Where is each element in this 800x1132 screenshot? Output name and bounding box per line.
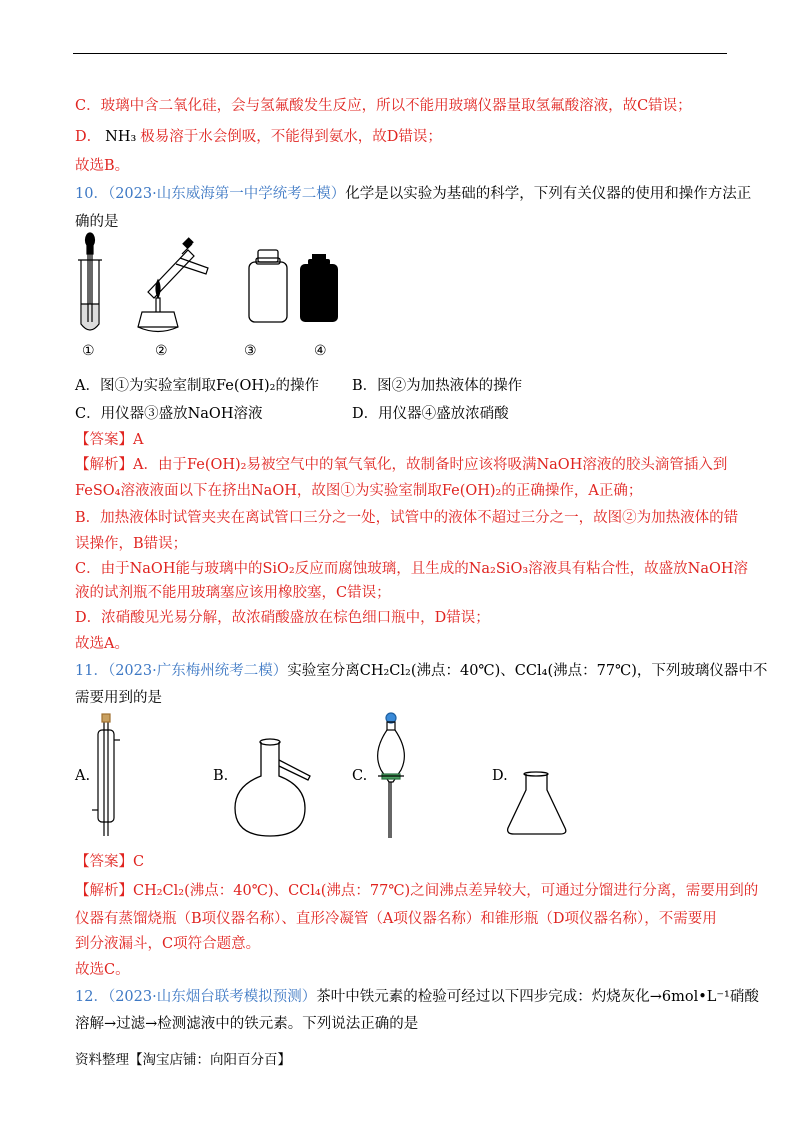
erlenmeyer-flask-figure — [508, 772, 566, 834]
question-number: 11． — [75, 663, 108, 679]
separatory-funnel-figure — [378, 713, 405, 838]
explanation-line: 液的试剂瓶不能用玻璃塞应该用橡胶塞，C错误； — [75, 585, 391, 601]
question-source: （2023·山东烟台联考模拟预测） — [107, 989, 317, 1005]
question-number: 10． — [75, 186, 108, 202]
option-b-label: B. — [213, 768, 229, 784]
explanation-line: 误操作，B错误； — [75, 536, 188, 552]
option-b: B．图②为加热液体的操作 — [352, 378, 523, 394]
question-source: （2023·广东梅州统考二模） — [107, 663, 288, 679]
figure-label-2: ② — [155, 343, 168, 359]
text-span: 极易溶于水会倒吸，不能得到氨水，故D错误； — [140, 129, 442, 145]
question-source: （2023·山东威海第一中学统考二模） — [107, 186, 346, 202]
test-tube-dropper-figure — [78, 233, 102, 330]
option-d-label: D. — [492, 768, 508, 784]
explanation-line: 到分液漏斗，C项符合题意。 — [75, 936, 261, 952]
question-text: 确的是 — [75, 214, 119, 230]
q11-apparatus-figures — [90, 712, 590, 842]
question-text: 实验室分离CH₂Cl₂(沸点：40℃)、CCl₄(沸点：77℃)，下列玻璃仪器中不 — [287, 663, 768, 679]
option-label: D． — [75, 129, 102, 145]
heating-test-tube-figure — [138, 238, 208, 331]
explanation-line: B．加热液体时试管夹夹在离试管口三分之一处，试管中的液体不超过三分之一，故图②为加热液体的错 — [75, 510, 739, 526]
question-text: 化学是以实验为基础的科学，下列有关仪器的使用和操作方法正 — [345, 186, 752, 202]
header-rule — [73, 53, 727, 54]
explanation-text: CH₂Cl₂(沸点：40℃)、CCl₄(沸点：77℃)之间沸点差异较大，可通过分馏进行分离，需要用到的 — [133, 883, 759, 899]
figure-label-4: ④ — [314, 343, 327, 359]
explanation-line: D．浓硝酸见光易分解，故浓硝酸盛放在棕色细口瓶中，D错误； — [75, 610, 490, 626]
question-number: 12． — [75, 989, 108, 1005]
answer: 【答案】A — [75, 432, 144, 448]
explanation-line: FeSO₄溶液液面以下在挤出NaOH，故图①为实验室制取Fe(OH)₂的正确操作，A正确； — [75, 483, 643, 499]
figure-label-3: ③ — [244, 343, 257, 359]
option-c-label: C. — [352, 768, 368, 784]
question-12 — [75, 987, 759, 1007]
option-a: A．图①为实验室制取Fe(OH)₂的操作 — [75, 378, 319, 394]
explanation-line — [75, 881, 759, 901]
figure-label-1: ① — [82, 343, 95, 359]
text-line: C．玻璃中含二氧化硅，会与氢氟酸发生反应，所以不能用玻璃仪器量取氢氟酸溶液，故C错误； — [75, 98, 692, 114]
text-line — [75, 127, 725, 147]
option-c: C．用仪器③盛放NaOH溶液 — [75, 406, 263, 422]
answer: 【答案】C — [75, 854, 145, 870]
condenser-figure — [92, 714, 120, 836]
formula-nh3: NH₃ — [105, 129, 137, 145]
explanation-line: 仪器有蒸馏烧瓶（B项仪器名称）、直形冷凝管（A项仪器名称）和锥形瓶（D项仪器名称），不需要用 — [75, 911, 717, 927]
footer-credit: 资料整理【淘宝店铺：向阳百分百】 — [75, 1052, 291, 1068]
text-line: 故选B。 — [75, 158, 130, 174]
explanation-line: 【解析】A．由于Fe(OH)₂易被空气中的氧气氧化，故制备时应该将吸满NaOH溶液的胶头滴管插入到 — [75, 457, 728, 473]
explanation-prefix: 【解析】 — [75, 883, 133, 899]
q10-apparatus-figures — [70, 232, 350, 342]
explanation-line: 故选A。 — [75, 636, 129, 652]
question-11 — [75, 661, 768, 681]
explanation-line: 故选C。 — [75, 962, 130, 978]
wide-mouth-bottle-figure — [249, 250, 287, 322]
question-text: 需要用到的是 — [75, 690, 162, 706]
question-text: 溶解→过滤→检测滤液中的铁元素。下列说法正确的是 — [75, 1016, 419, 1032]
distilling-flask-figure — [235, 739, 310, 836]
dark-bottle-figure — [300, 254, 338, 322]
option-a-label: A. — [75, 768, 91, 784]
question-text: 茶叶中铁元素的检验可经过以下四步完成：灼烧灰化→6mol•L⁻¹硝酸 — [316, 989, 759, 1005]
question-10 — [75, 184, 752, 204]
explanation-line: C．由于NaOH能与玻璃中的SiO₂反应而腐蚀玻璃，且生成的Na₂SiO₃溶液具有粘合性，故盛放NaOH溶 — [75, 561, 749, 577]
option-d: D．用仪器④盛放浓硝酸 — [352, 406, 509, 422]
